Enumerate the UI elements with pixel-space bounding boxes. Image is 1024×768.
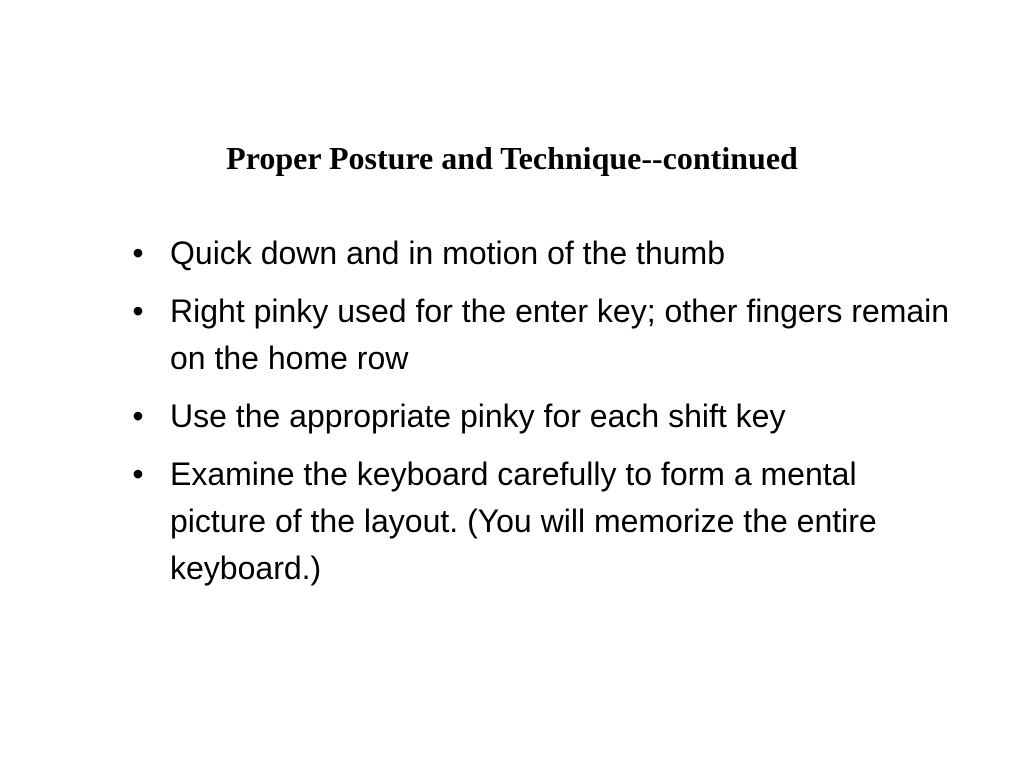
list-item xyxy=(128,393,958,440)
bullet-text: Quick down and in motion of the thumb xyxy=(170,235,725,271)
bullet-text: Examine the keyboard carefully to form a mental picture of the layout. (You will memorize the entire keyboard.) xyxy=(170,456,877,586)
bullet-icon: • xyxy=(132,398,144,434)
bullet-icon: • xyxy=(132,235,144,271)
bullet-text: Use the appropriate pinky for each shift key xyxy=(170,398,786,434)
bullet-text: Right pinky used for the enter key; other fingers remain on the home row xyxy=(170,293,950,376)
list-item xyxy=(128,288,958,382)
bullet-icon: • xyxy=(132,293,144,329)
list-item xyxy=(128,230,958,277)
bullet-icon: • xyxy=(132,456,144,492)
slide-title: Proper Posture and Technique--continued xyxy=(226,140,798,176)
bullet-list xyxy=(128,230,958,603)
list-item xyxy=(128,451,958,592)
